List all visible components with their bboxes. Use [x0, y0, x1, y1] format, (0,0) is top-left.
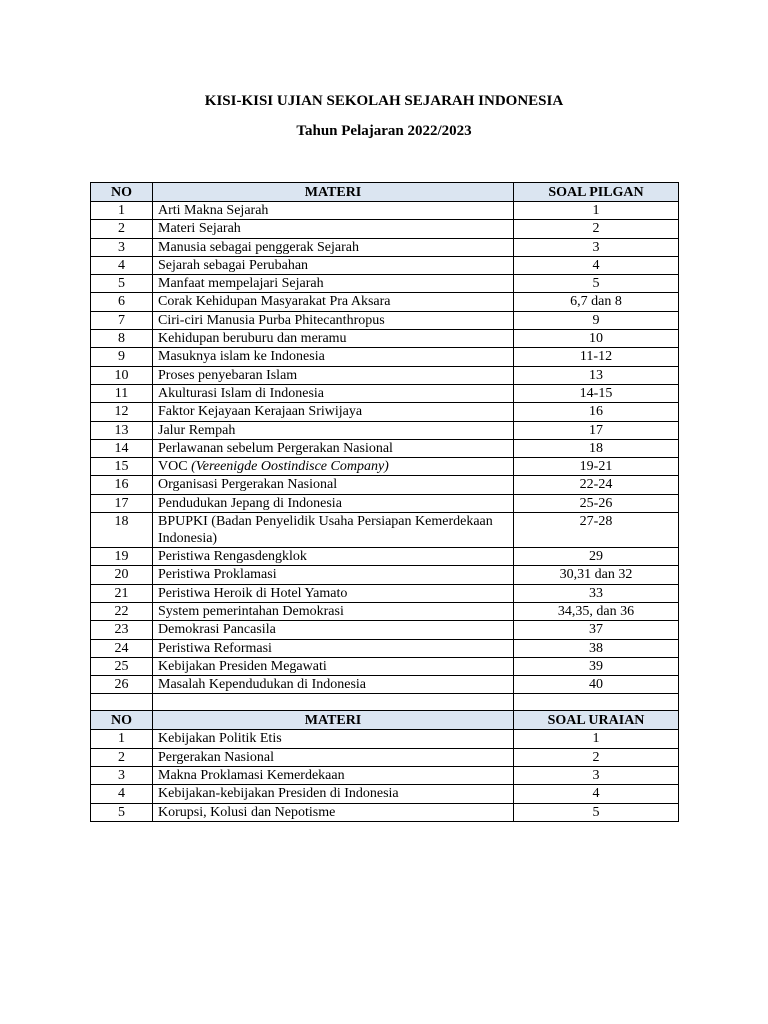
- table-row: [91, 730, 679, 748]
- row-materi: [153, 494, 514, 512]
- row-no: 5: [91, 275, 153, 293]
- kisi-kisi-table: [90, 182, 679, 822]
- row-materi: [153, 476, 514, 494]
- row-materi: [153, 785, 514, 803]
- table-row: [91, 421, 679, 439]
- row-materi: [153, 348, 514, 366]
- row-soal: 40: [514, 676, 679, 694]
- materi-text: Proses penyebaran Islam: [158, 367, 298, 383]
- row-soal: 3: [514, 238, 679, 256]
- row-no: 2: [91, 748, 153, 766]
- row-materi: [153, 220, 514, 238]
- row-materi: [153, 584, 514, 602]
- uraian-header-materi: MATERI: [153, 711, 514, 730]
- row-soal: 33: [514, 584, 679, 602]
- table-row: [91, 348, 679, 366]
- row-materi: [153, 548, 514, 566]
- table-row: [91, 384, 679, 402]
- table-row: [91, 548, 679, 566]
- row-materi: [153, 366, 514, 384]
- row-soal: 2: [514, 220, 679, 238]
- materi-text: Peristiwa Proklamasi: [158, 567, 277, 583]
- row-soal: 22-24: [514, 476, 679, 494]
- row-no: 7: [91, 311, 153, 329]
- materi-text: Masuknya islam ke Indonesia: [158, 349, 325, 365]
- table-row: [91, 494, 679, 512]
- materi-text: Makna Proklamasi Kemerdekaan: [158, 768, 345, 784]
- materi-text: Kebijakan Politik Etis: [158, 731, 282, 747]
- materi-text: Pergerakan Nasional: [158, 749, 274, 765]
- materi-text: Demokrasi Pancasila: [158, 622, 276, 638]
- row-soal: 17: [514, 421, 679, 439]
- pilgan-body: [91, 202, 679, 694]
- pilgan-header-materi: MATERI: [153, 183, 514, 202]
- table-row: [91, 621, 679, 639]
- materi-text: Arti Makna Sejarah: [158, 203, 269, 218]
- uraian-header: [91, 711, 679, 730]
- row-materi: [153, 403, 514, 421]
- row-materi: [153, 293, 514, 311]
- uraian-header-soal: SOAL URAIAN: [514, 711, 679, 730]
- materi-text: Akulturasi Islam di Indonesia: [158, 385, 325, 401]
- table-row: [91, 803, 679, 821]
- row-no: 14: [91, 439, 153, 457]
- table-row: [91, 403, 679, 421]
- row-soal: 4: [514, 785, 679, 803]
- row-materi: [153, 602, 514, 620]
- table-row: [91, 238, 679, 256]
- table-row: [91, 293, 679, 311]
- table-row: [91, 657, 679, 675]
- table-row: [91, 202, 679, 220]
- row-no: 24: [91, 639, 153, 657]
- materi-text: Materi Sejarah: [158, 221, 241, 237]
- table-row: [91, 584, 679, 602]
- row-materi: [153, 256, 514, 274]
- row-soal: 9: [514, 311, 679, 329]
- row-materi: [153, 275, 514, 293]
- row-soal: 16: [514, 403, 679, 421]
- materi-text: VOC: [158, 459, 192, 475]
- row-no: 18: [91, 513, 153, 548]
- row-no: 19: [91, 548, 153, 566]
- materi-text: Kebijakan Presiden Megawati: [158, 658, 327, 674]
- pilgan-header-no: NO: [91, 183, 153, 202]
- materi-text: Sejarah sebagai Perubahan: [158, 257, 309, 273]
- row-no: 4: [91, 785, 153, 803]
- row-materi: [153, 566, 514, 584]
- row-materi: [153, 330, 514, 348]
- table-row: [91, 767, 679, 785]
- table-row: [91, 639, 679, 657]
- materi-italic-text: (Vereenigde Oostindisce Company): [191, 459, 389, 475]
- table-row: [91, 676, 679, 694]
- row-materi: [153, 767, 514, 785]
- row-soal: 5: [514, 803, 679, 821]
- row-soal: 19-21: [514, 458, 679, 476]
- row-materi: [153, 421, 514, 439]
- table-row: [91, 602, 679, 620]
- materi-text: Manusia sebagai penggerak Sejarah: [158, 239, 359, 255]
- row-no: 6: [91, 293, 153, 311]
- section-spacer: [91, 694, 679, 711]
- materi-text: BPUPKI (Badan Penyelidik Usaha Persiapan Kemerdekaan Indonesia): [158, 514, 493, 547]
- materi-text: Faktor Kejayaan Kerajaan Sriwijaya: [158, 404, 363, 420]
- row-soal: 11-12: [514, 348, 679, 366]
- row-materi: [153, 238, 514, 256]
- row-soal: 6,7 dan 8: [514, 293, 679, 311]
- row-soal: 18: [514, 439, 679, 457]
- table-row: [91, 275, 679, 293]
- row-no: 3: [91, 238, 153, 256]
- row-no: 9: [91, 348, 153, 366]
- row-no: 8: [91, 330, 153, 348]
- row-materi: [153, 439, 514, 457]
- table-row: [91, 366, 679, 384]
- row-no: 5: [91, 803, 153, 821]
- row-no: 22: [91, 602, 153, 620]
- table-row: [91, 256, 679, 274]
- row-materi: [153, 676, 514, 694]
- row-no: 16: [91, 476, 153, 494]
- row-no: 17: [91, 494, 153, 512]
- row-soal: 5: [514, 275, 679, 293]
- row-materi: [153, 730, 514, 748]
- row-materi: [153, 513, 514, 548]
- materi-text: Pendudukan Jepang di Indonesia: [158, 495, 342, 511]
- document-title: KISI-KISI UJIAN SEKOLAH SEJARAH INDONESIA: [204, 93, 564, 109]
- materi-text: System pemerintahan Demokrasi: [158, 603, 344, 619]
- materi-text: Jalur Rempah: [158, 422, 236, 438]
- row-no: 15: [91, 458, 153, 476]
- materi-text: Peristiwa Rengasdengklok: [158, 549, 307, 565]
- table-row: [91, 785, 679, 803]
- materi-text: Peristiwa Heroik di Hotel Yamato: [158, 585, 348, 601]
- row-no: 10: [91, 366, 153, 384]
- table-row: [91, 311, 679, 329]
- row-no: 12: [91, 403, 153, 421]
- row-soal: 14-15: [514, 384, 679, 402]
- spacer-cell: [153, 694, 514, 711]
- spacer-cell: [514, 694, 679, 711]
- row-no: 23: [91, 621, 153, 639]
- row-no: 4: [91, 256, 153, 274]
- row-soal: 27-28: [514, 513, 679, 548]
- row-materi: [153, 748, 514, 766]
- row-soal: 1: [514, 202, 679, 220]
- row-soal: 10: [514, 330, 679, 348]
- materi-text: Kehidupan beruburu dan meramu: [158, 331, 347, 347]
- row-soal: 37: [514, 621, 679, 639]
- row-no: 1: [91, 730, 153, 748]
- materi-text: Manfaat mempelajari Sejarah: [158, 276, 324, 292]
- row-materi: [153, 384, 514, 402]
- table-row: [91, 439, 679, 457]
- row-no: 1: [91, 202, 153, 220]
- spacer-row: [91, 694, 679, 711]
- row-soal: 1: [514, 730, 679, 748]
- table-row: [91, 220, 679, 238]
- row-no: 11: [91, 384, 153, 402]
- materi-text: Organisasi Pergerakan Nasional: [158, 477, 338, 493]
- table-row: [91, 330, 679, 348]
- row-no: 26: [91, 676, 153, 694]
- row-materi: [153, 639, 514, 657]
- materi-text: Ciri-ciri Manusia Purba Phitecanthropus: [158, 312, 385, 328]
- table-row: [91, 566, 679, 584]
- table-row: [91, 513, 679, 548]
- materi-text: Korupsi, Kolusi dan Nepotisme: [158, 804, 336, 820]
- row-soal: 4: [514, 256, 679, 274]
- row-soal: 38: [514, 639, 679, 657]
- materi-text: Peristiwa Reformasi: [158, 640, 272, 656]
- table-row: [91, 476, 679, 494]
- materi-text: Masalah Kependudukan di Indonesia: [158, 677, 366, 693]
- uraian-header-row: [91, 711, 679, 730]
- row-no: 13: [91, 421, 153, 439]
- row-soal: 3: [514, 767, 679, 785]
- materi-text: Corak Kehidupan Masyarakat Pra Aksara: [158, 294, 391, 310]
- table-row: [91, 458, 679, 476]
- row-soal: 29: [514, 548, 679, 566]
- row-soal: 13: [514, 366, 679, 384]
- row-materi: [153, 202, 514, 220]
- materi-text: Perlawanan sebelum Pergerakan Nasional: [158, 440, 393, 456]
- row-materi: [153, 621, 514, 639]
- row-soal: 25-26: [514, 494, 679, 512]
- materi-text: Kebijakan-kebijakan Presiden di Indonesia: [158, 786, 399, 802]
- row-no: 20: [91, 566, 153, 584]
- row-materi: [153, 803, 514, 821]
- table-row: [91, 748, 679, 766]
- row-no: 3: [91, 767, 153, 785]
- row-soal: 39: [514, 657, 679, 675]
- row-no: 2: [91, 220, 153, 238]
- uraian-header-no: NO: [91, 711, 153, 730]
- pilgan-header-soal: SOAL PILGAN: [514, 183, 679, 202]
- pilgan-header-row: [91, 183, 679, 202]
- uraian-body: [91, 730, 679, 821]
- spacer-cell: [91, 694, 153, 711]
- document-subtitle: Tahun Pelajaran 2022/2023: [296, 123, 472, 139]
- row-soal: 34,35, dan 36: [514, 602, 679, 620]
- row-materi: [153, 311, 514, 329]
- row-materi: [153, 458, 514, 476]
- row-materi: [153, 657, 514, 675]
- row-soal: 30,31 dan 32: [514, 566, 679, 584]
- row-no: 21: [91, 584, 153, 602]
- row-no: 25: [91, 657, 153, 675]
- row-soal: 2: [514, 748, 679, 766]
